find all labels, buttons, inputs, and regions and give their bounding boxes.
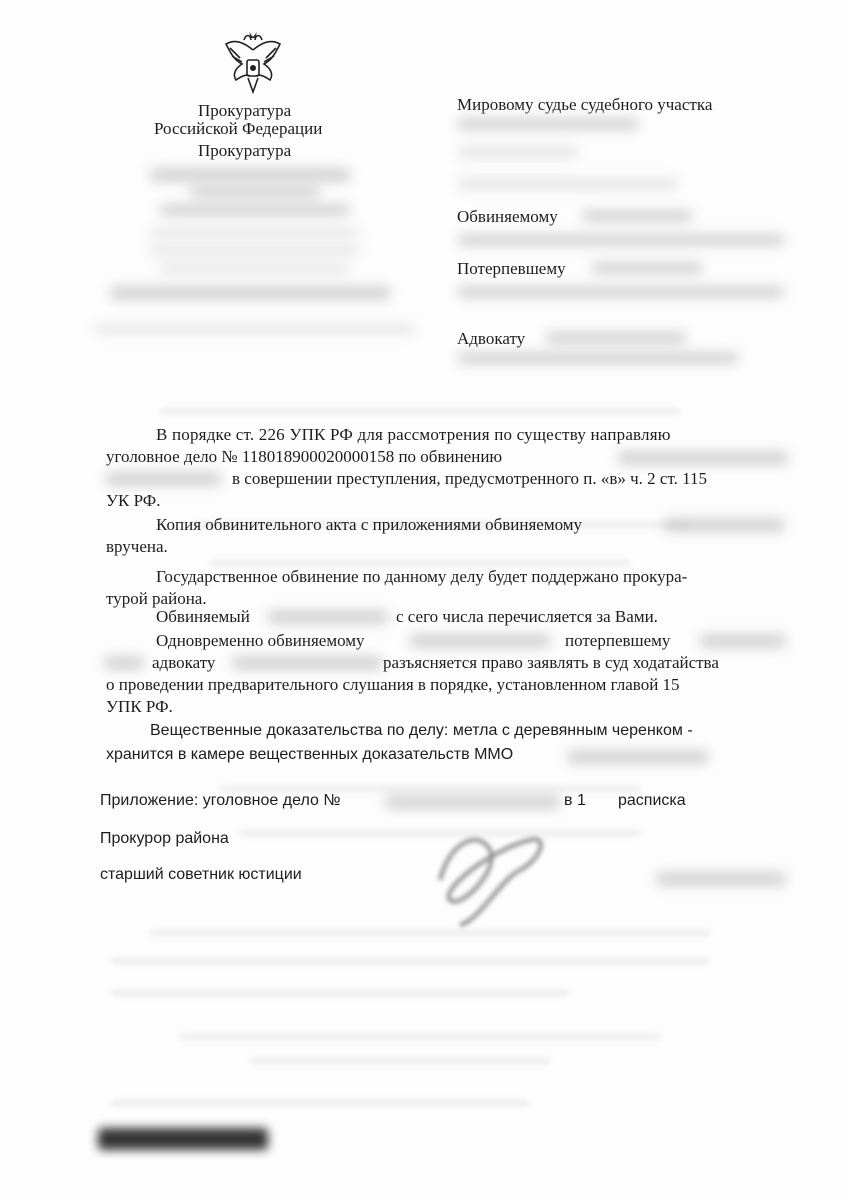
body-p5-c: адвокату	[152, 653, 216, 672]
redacted-office-date	[110, 286, 390, 300]
body-p2-line2: вручена.	[106, 537, 168, 556]
body-p5-b: потерпевшему	[565, 631, 671, 650]
redacted-accused-fullname-2	[106, 472, 221, 486]
body-p1-line1: В порядке ст. 226 УПК РФ для рассмотрения по существу направляю	[156, 425, 671, 444]
signatory-rank: старший советник юстиции	[100, 866, 302, 883]
redacted-accused-name	[582, 210, 692, 222]
body-p1-line4: УК РФ.	[106, 491, 161, 510]
redacted-accused-address	[458, 234, 784, 246]
bleed-through-line	[110, 958, 710, 964]
prosecutor-office-line2: Российской Федерации	[154, 119, 323, 138]
body-p3-line1: Государственное обвинение по данному делу будет поддержано прокура-	[156, 567, 688, 586]
redacted-office-address	[150, 228, 360, 238]
redacted-victim-name	[592, 262, 702, 274]
addressee-victim: Потерпевшему	[457, 259, 566, 278]
redacted-case-number	[385, 795, 560, 809]
redacted-court-address	[458, 178, 678, 190]
bleed-through-line	[110, 1100, 530, 1106]
coat-of-arms-emblem	[218, 30, 288, 100]
body-p1-line3: в совершении преступления, предусмотренного п. «в» ч. 2 ст. 115	[232, 469, 707, 488]
body-p4-b: с сего числа перечисляется за Вами.	[396, 607, 658, 626]
redacted-victim-name-p5-2	[104, 656, 144, 670]
signatory-position: Прокурор района	[100, 830, 229, 847]
prosecutor-office-line1: Прокуратура	[198, 101, 292, 120]
redacted-mmo-name	[568, 750, 708, 764]
appendix-volumes: в 1	[564, 792, 586, 809]
addressee-judge: Мировому судье судебного участка	[457, 95, 713, 114]
redacted-prosecutor-name	[656, 872, 786, 886]
body-p5-d: разъясняется право заявлять в суд ходатайства	[383, 653, 719, 672]
redacted-accused-name-p4	[268, 610, 388, 624]
body-p6-line1: Вещественные доказательства по делу: метла с деревянным черенком -	[150, 722, 693, 739]
redacted-accused-short	[664, 518, 784, 532]
redacted-office-district	[160, 204, 350, 216]
redacted-office-name-2	[190, 186, 320, 198]
body-p1-line2: уголовное дело № 11801890002000015​8 по обвинению	[106, 447, 503, 466]
bleed-through-line	[110, 990, 570, 996]
redacted-lawyer-address	[458, 352, 738, 364]
body-p5-line3: о проведении предварительного слушания в порядке, установленном главой 15	[106, 675, 680, 694]
redacted-footer-code	[98, 1128, 268, 1150]
appendix-receipt: расписка	[618, 792, 686, 809]
body-p4-a: Обвиняемый	[156, 607, 250, 626]
addressee-accused: Обвиняемому	[457, 207, 558, 226]
redacted-lawyer-name-p5	[232, 656, 382, 670]
redacted-victim-name-p5	[700, 634, 786, 648]
body-p6-line2: хранится в камере вещественных доказательств ММО	[106, 746, 514, 763]
redacted-accused-name-p5	[410, 634, 550, 648]
redacted-lawyer-name	[546, 332, 686, 344]
redacted-victim-address	[458, 286, 784, 298]
redacted-judge-name	[458, 146, 578, 158]
bleed-through-line	[180, 1034, 660, 1040]
body-p5-line4: УПК РФ.	[106, 697, 173, 716]
appendix-label: Приложение: уголовное дело №	[100, 792, 341, 809]
redacted-office-phone	[160, 264, 350, 274]
redacted-court-district	[458, 118, 638, 130]
redacted-ref-number	[95, 324, 415, 334]
bleed-through-line	[160, 408, 680, 414]
bleed-through-line	[250, 1058, 550, 1064]
bleed-through-line	[150, 930, 710, 936]
body-p3-line2: турой района.	[106, 589, 207, 608]
body-p2-line1: Копия обвинительного акта с приложениями обвиняемому	[156, 515, 583, 534]
signature	[420, 810, 570, 930]
redacted-office-name	[150, 168, 350, 182]
addressee-lawyer: Адвокату	[457, 329, 526, 348]
redacted-accused-fullname	[618, 451, 788, 465]
redacted-office-address-2	[150, 246, 360, 256]
prosecutor-office-line3: Прокуратура	[198, 141, 292, 160]
body-p5-a: Одновременно обвиняемому	[156, 631, 365, 650]
